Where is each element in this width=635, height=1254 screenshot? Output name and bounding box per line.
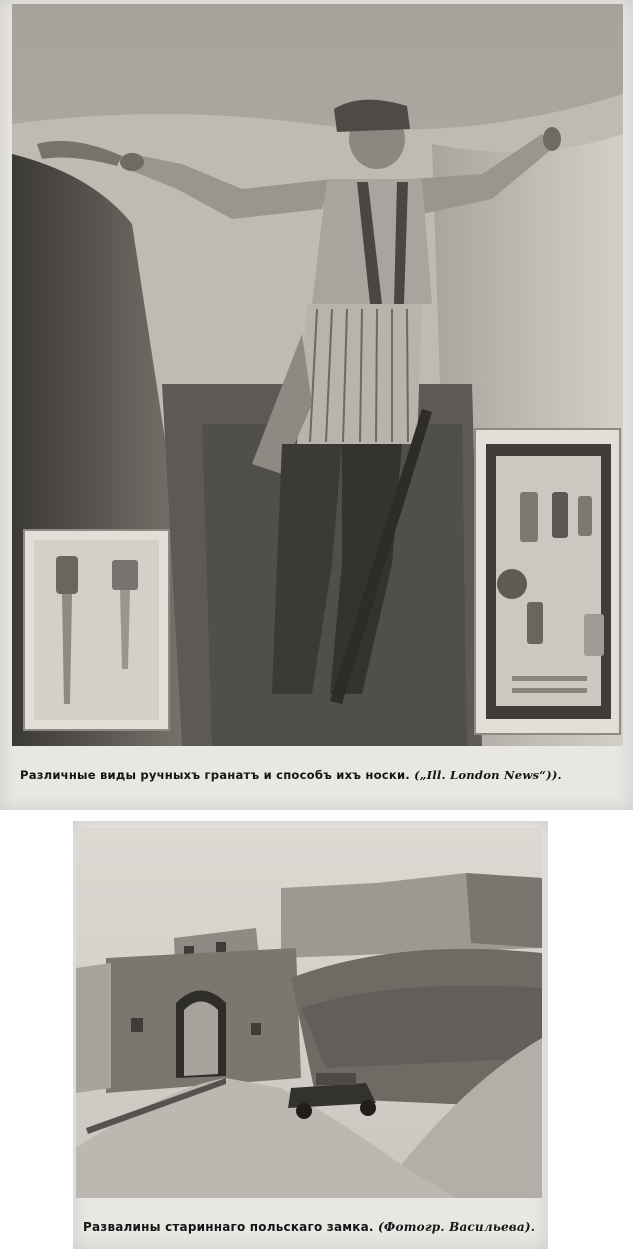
- grenade-samples-inset-left: [24, 530, 169, 730]
- photo-caption-top: [20, 768, 562, 782]
- trench-grenade-photo: [12, 4, 623, 746]
- castle-ruins-photo: [76, 828, 542, 1198]
- photo-caption-bottom: [83, 1220, 535, 1234]
- castle-photo-drawing: [76, 828, 542, 1198]
- trench-photo-drawing: [12, 4, 623, 746]
- caption-credit-bottom: (Фотогр. Васильева).: [378, 1220, 536, 1234]
- caption-credit-top: („Ill. London News“)).: [414, 768, 562, 782]
- grenade-display-board-icon: [475, 429, 620, 734]
- caption-text-bottom: Развалины стариннаго польскаго замка.: [83, 1220, 374, 1234]
- caption-text-top: Различные виды ручныхъ гранатъ и способъ ихъ носки.: [20, 768, 410, 782]
